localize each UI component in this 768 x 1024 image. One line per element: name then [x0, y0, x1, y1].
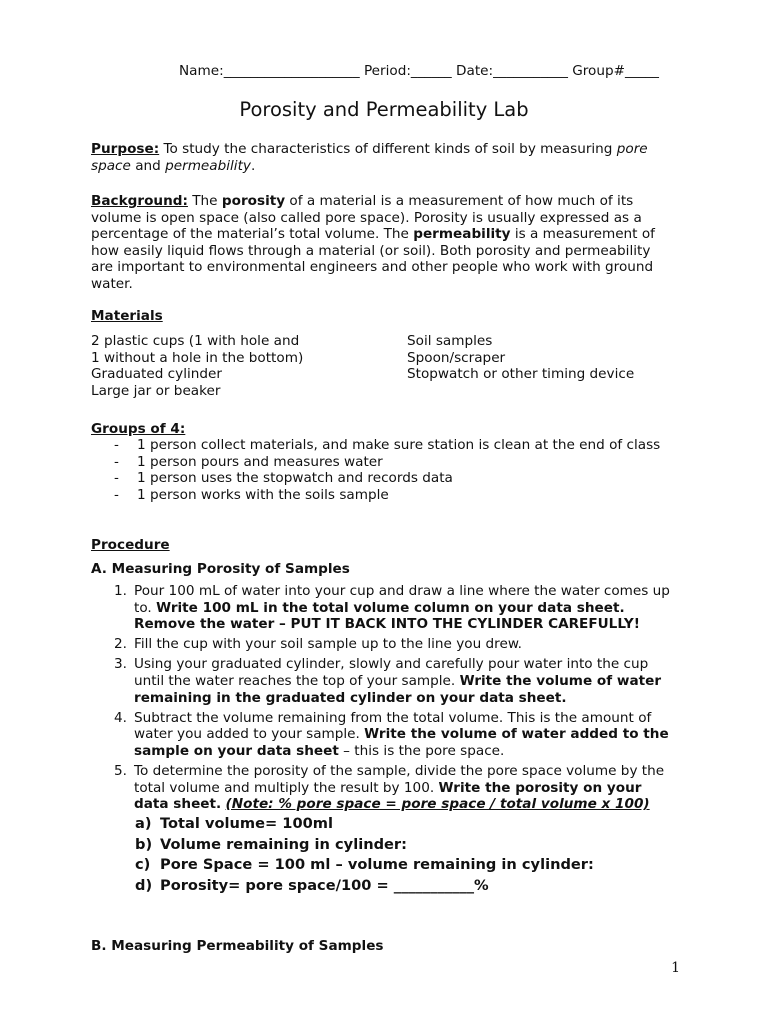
- material-item: 1 without a hole in the bottom): [91, 349, 304, 366]
- materials-list-right: [407, 333, 687, 383]
- purpose-term-permeability: permeability: [165, 157, 251, 174]
- background-label: Background:: [91, 193, 188, 209]
- item-letter: a): [135, 815, 152, 832]
- material-item: Graduated cylinder: [91, 366, 222, 383]
- page-number: 1: [671, 960, 680, 976]
- groups-heading: Groups of 4:: [91, 421, 186, 437]
- item-text: Total volume= 100ml: [160, 815, 333, 832]
- purpose-text: To study the characteristics of different kinds of soil by measuring: [159, 141, 617, 157]
- purpose-term-pore-space: pore space: [91, 141, 648, 174]
- porosity-calculation-list: [135, 814, 655, 896]
- background-text-1: The: [187, 193, 222, 209]
- material-item: Soil samples: [407, 333, 493, 349]
- item-letter: c): [135, 856, 151, 873]
- procedure-steps: [114, 583, 674, 816]
- step-text: Subtract the volume remaining from the total volume. This is the amount of water you added to your sample.: [134, 709, 652, 743]
- background-text-2: of a material is a measurement of how much of its volume is open space (also called pore space). Porosity is usually expressed as a percentage of the material’s total volume. The: [91, 193, 642, 243]
- step-number: 3.: [114, 656, 127, 673]
- item-text: Volume remaining in cylinder:: [160, 835, 407, 853]
- step-bold-text: Write the porosity on your data sheet.: [134, 779, 642, 813]
- step-item: [114, 656, 674, 706]
- step-number: 1.: [114, 583, 127, 599]
- group-field: Group#_____: [572, 63, 659, 79]
- step-text-tail: – this is the pore space.: [338, 742, 505, 759]
- date-field: Date:___________: [456, 63, 568, 79]
- step-text: To determine the porosity of the sample, divide the pore space volume by the total volume and multiply the result by 100.: [134, 762, 665, 796]
- step-bold-text: Write 100 mL in the total volume column on your data sheet. Remove the water – PUT IT BACK INTO THE CYLINDER CAREFULLY!: [134, 599, 640, 633]
- section-a-heading: A. Measuring Porosity of Samples: [91, 561, 350, 577]
- list-item: [135, 835, 655, 856]
- list-item: - 1 person uses the stopwatch and records data: [112, 470, 682, 487]
- name-field: Name:____________________: [179, 63, 360, 79]
- step-text: Pour 100 mL of water into your cup and draw a line where the water comes up to.: [134, 583, 670, 616]
- materials-heading: Materials: [91, 308, 163, 324]
- material-item: Stopwatch or other timing device: [407, 366, 635, 383]
- material-item: Spoon/scraper: [407, 349, 506, 366]
- section-b-heading: B. Measuring Permeability of Samples: [91, 938, 384, 954]
- step-bold-text: Write the volume of water added to the sample on your data sheet: [134, 726, 669, 759]
- list-item: [135, 814, 655, 835]
- list-item: - 1 person works with the soils sample: [112, 487, 682, 504]
- background-paragraph: [91, 193, 676, 293]
- step-text: Using your graduated cylinder, slowly and carefully pour water into the cup until the water reaches the top of your sample.: [134, 656, 649, 689]
- item-text: Pore Space = 100 ml – volume remaining in cylinder:: [160, 856, 594, 873]
- item-letter: d): [135, 876, 153, 894]
- background-text-3: is a measurement of how easily liquid flows through a material (or soil). Both porosity and permeability are important to environmental engineers and other people who work with ground water.: [91, 226, 655, 292]
- purpose-text-and: and: [130, 157, 166, 174]
- material-item: Large jar or beaker: [91, 382, 221, 399]
- groups-list: [112, 437, 682, 503]
- background-term-permeability: permeability: [413, 226, 511, 243]
- step-number: 4.: [114, 709, 127, 726]
- purpose-paragraph: [91, 141, 676, 174]
- period-field: Period:______: [363, 63, 452, 79]
- student-info-line: [0, 63, 768, 80]
- materials-list-left: [91, 333, 391, 399]
- step-number: 2.: [114, 636, 127, 653]
- porosity-formula-note: (Note: % pore space = pore space / total volume x 100): [225, 796, 650, 813]
- item-text: Porosity= pore space/100 = ___________%: [160, 876, 489, 894]
- background-term-porosity: porosity: [221, 193, 286, 209]
- list-item: [135, 876, 655, 897]
- item-letter: b): [135, 835, 153, 853]
- step-text: Fill the cup with your soil sample up to the line you drew.: [134, 636, 523, 653]
- list-item: [135, 855, 655, 876]
- step-item: [114, 763, 674, 813]
- step-item: [114, 636, 674, 653]
- purpose-label: Purpose:: [91, 141, 160, 157]
- step-bold-text: Write the volume of water remaining in the graduated cylinder on your data sheet.: [134, 672, 662, 706]
- list-item: - 1 person pours and measures water: [112, 454, 682, 471]
- procedure-heading: Procedure: [91, 537, 170, 553]
- step-item: [114, 583, 674, 633]
- step-number: 5.: [114, 762, 127, 779]
- page-title: Porosity and Permeability Lab: [239, 98, 529, 121]
- material-item: 2 plastic cups (1 with hole and: [91, 333, 300, 349]
- step-item: [114, 710, 674, 760]
- purpose-text-end: .: [250, 157, 256, 174]
- list-item: - 1 person collect materials, and make sure station is clean at the end of class: [112, 437, 682, 454]
